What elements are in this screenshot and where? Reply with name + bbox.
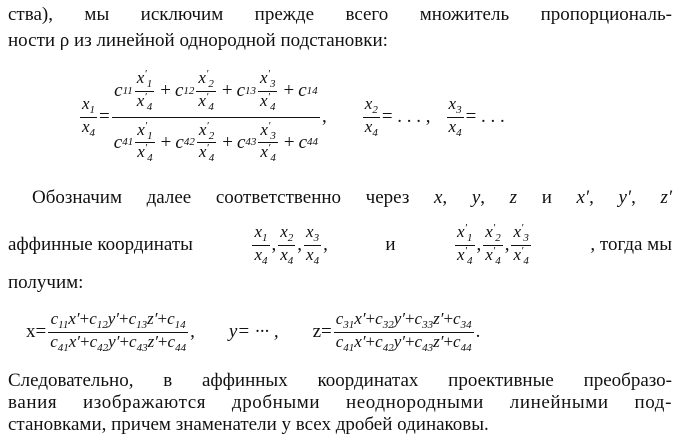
x3-fraction: $\frac{x_3}{x_4}$ xyxy=(448,93,462,139)
text-line-3: Обозначим далее соответственно через x, y, z и x′, y′, z′ xyxy=(32,187,673,208)
text-line-5: Следовательно, в аффинных координатах проективные преобразо- xyxy=(8,370,672,391)
x-fraction: $\frac{c_{11}x'+c_{12}y'+c_{13}z'+c_{14}}{c_{41}x'+c_{42}y'+c_{43}z'+c_{44}}$ xyxy=(50,308,187,354)
main-denominator: c 41 $\frac{x'_1}{x'_4}$ + c 42 $\frac{x'_2}{x'_4}$ + c 43 $\frac{x'_3}{x'_4}$ + c 44 xyxy=(112,117,320,165)
affine-coordinates-line: аффинные координаты $\frac{x_1}{x_4}$ , $\frac{x_2}{x_4}$ , $\frac{x_3}{x_4}$ , и $\frac{x'_1}{x'_4}$ , $\frac{x'_2}{x'_4}$ , $\frac{x'_3}{x'_4}$ , тогда мы xyxy=(8,221,672,267)
lhs-fraction: $\frac{x_1}{x_4}$ xyxy=(82,93,96,139)
text-line-1: ства), мы исключим прежде всего множитель пропорциональ- xyxy=(8,4,672,25)
x2-fraction: $\frac{x_2}{x_4}$ xyxy=(364,93,378,139)
equation-substitution: $\frac{x_1}{x_4}$ = c 11 $\frac{x'_1}{x'_4}$ + c 12 $\frac{x'_2}{x'_4}$ + c 13 $\frac{x'_3}{x'_4}$ + c 14 c 41 $\frac{x'_1}{x'_4}$ + c 42 $\frac{x'_2}{x'_4}$ + c 43 $\frac{x'_3}{x'_4}$ + c 44 , $\frac{x_2}{x_4}$ = . . . , $\frac{x_3}{x_4}$ = . . . xyxy=(82,68,505,165)
text-line-4: получим: xyxy=(8,272,84,293)
text-line-7: становками, причем знаменатели у всех дробей одинаковы. xyxy=(8,414,489,435)
equals-sign: = xyxy=(99,106,110,127)
equation-affine: x= $\frac{c_{11}x'+c_{12}y'+c_{13}z'+c_{14}}{c_{41}x'+c_{42}y'+c_{43}z'+c_{44}}$ , y= ··· , z= $\frac{c_{31}x'+c_{32}y'+c_{33}z'+c_{34}}{c_{41}x'+c_{42}y'+c_{43}z'+c_{44}}$ . xyxy=(26,308,481,354)
text-line-6: вания изображаются дробными неоднородными линейными под- xyxy=(8,392,672,413)
z-fraction: $\frac{c_{31}x'+c_{32}y'+c_{33}z'+c_{34}}{c_{41}x'+c_{42}y'+c_{43}z'+c_{44}}$ xyxy=(335,308,472,354)
main-numerator: c 11 $\frac{x'_1}{x'_4}$ + c 12 $\frac{x'_2}{x'_4}$ + c 13 $\frac{x'_3}{x'_4}$ + c 14 xyxy=(114,68,318,113)
main-fraction xyxy=(112,69,320,164)
text-line-2: ности ρ из линейной однородной подстановки: xyxy=(8,30,388,51)
